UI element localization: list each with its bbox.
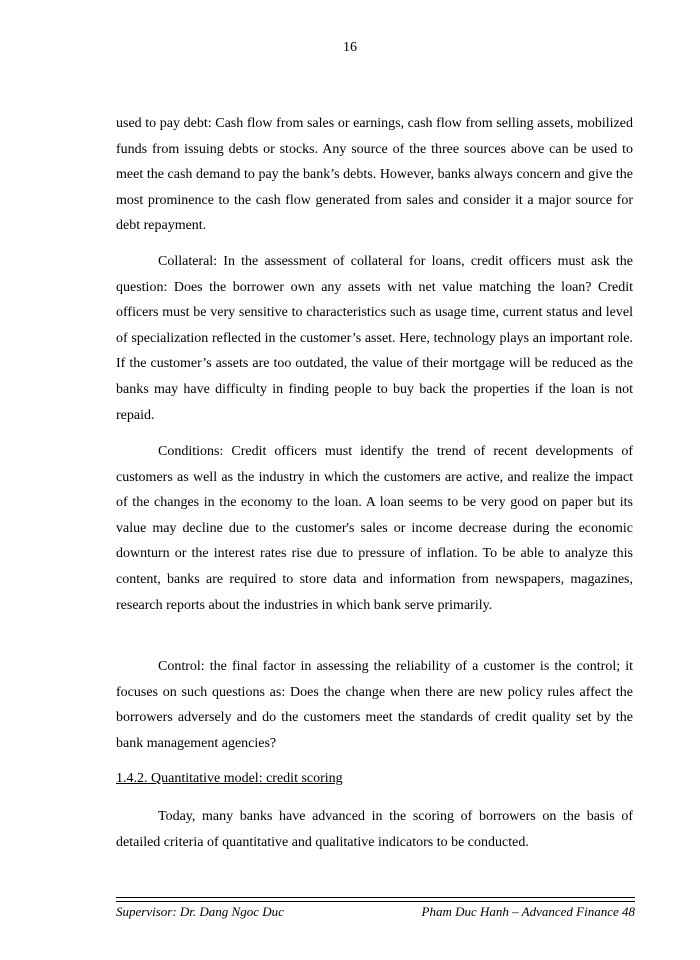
paragraph-conditions: Conditions: Credit officers must identify the trend of recent developments of customers as well as the industry in which the customers are active, and realize the impact of the changes in the economy to the loan. A loan seems to be very good on paper but its value may decline due to the customer's sales or income decrease during the economic downturn or the interest rates rise due to pressure of inflation. To be able to analyze this content, banks are required to store data and information from newspapers, magazines, research reports about the industries in which bank serve primarily. [116,444,633,613]
paragraph-credit-scoring: Today, many banks have advanced in the scoring of borrowers on the basis of detailed criteria of quantitative and qualitative indicators to be conducted. [116,809,633,850]
footer-supervisor: Supervisor: Dr. Dang Ngoc Duc [116,904,284,919]
footer-author: Pham Duc Hanh – Advanced Finance 48 [421,904,635,919]
paragraph-cash-flow: used to pay debt: Cash flow from sales or earnings, cash flow from selling assets, mobilized funds from issuing debts or stocks. Any source of the three sources above can be used to meet the cash demand to pay the bank’s debts. However, banks always concern and give the most prominence to the cash flow generated from sales and consider it a major source for debt repayment. [116,116,633,234]
footer-rule-bottom [116,901,635,902]
footer-rule-top [116,897,635,898]
paragraph-control: Control: the final factor in assessing the reliability of a customer is the control; it focuses on such questions as: Does the change when there are new policy rules affect the borrowers adversely and do the customers meet the standards of credit quality set by the bank management agencies? [116,659,633,751]
page-footer [116,904,635,920]
paragraph-collateral: Collateral: In the assessment of collateral for loans, credit officers must ask the question: Does the borrower own any assets with net value matching the loan? Credit officers must be very sensitive to characteristics such as usage time, current status and level of specialization reflected in the customer’s asset. Here, technology plays an important role. If the customer’s assets are too outdated, the value of their mortgage will be reduced as the banks may have difficulty in finding people to buy back the properties if the loan is not repaid. [116,254,633,423]
page-number: 16 [343,40,357,55]
section-heading: 1.4.2. Quantitative model: credit scoring [116,771,343,786]
